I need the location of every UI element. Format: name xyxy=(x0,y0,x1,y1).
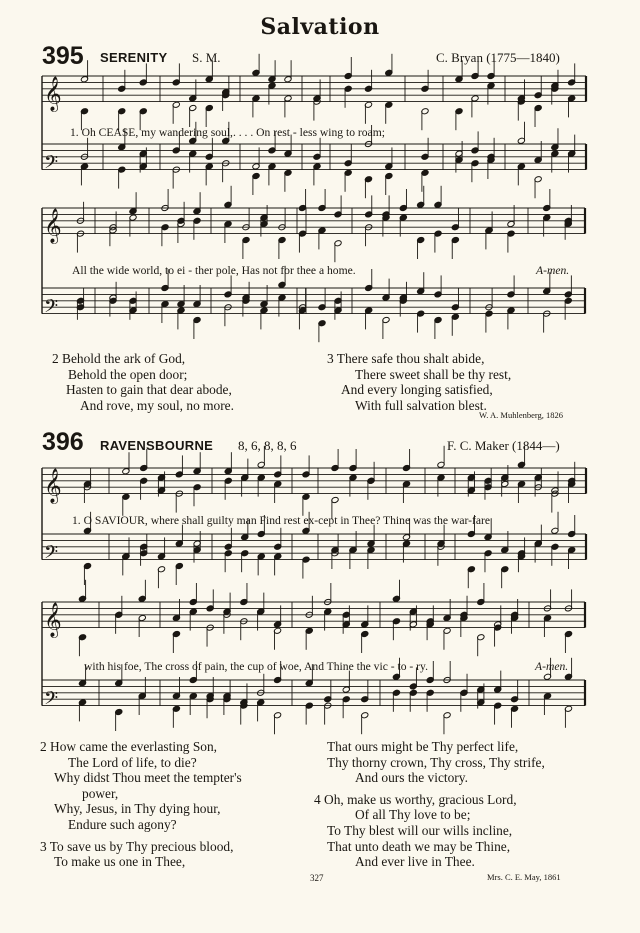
verse-line: Hasten to gain that dear abode, xyxy=(66,382,232,398)
composer-credit: F. C. Maker (1844—) xyxy=(447,438,560,453)
verse-line: 2 Behold the ark of God, xyxy=(52,351,186,366)
verse-line: Endure such agony? xyxy=(68,816,177,832)
verses-right-column xyxy=(314,739,545,870)
hymn-number-396: 396 xyxy=(42,428,84,456)
verse-line: To make us one in Thee, xyxy=(54,854,186,870)
lyric-line-2: with his foe, The cross of pain, the cup of woe, And Thine the vic - to - ry. xyxy=(84,660,428,673)
treble-clef-icon: 𝄞 xyxy=(44,76,62,112)
lyric-line-1: 1. Oh CEASE, my wandering soul,. . . . On rest - less wing to roam; xyxy=(70,126,385,139)
tune-name-serenity: SERENITY xyxy=(100,50,168,65)
treble-clef-icon: 𝄞 xyxy=(44,468,62,504)
verse-line: Thy thorny crown, Thy cross, Thy strife, xyxy=(327,754,545,770)
verse-line: And ever live in Thee. xyxy=(355,854,475,870)
hymn-number-395: 395 xyxy=(42,42,84,70)
verse-line: power, xyxy=(82,785,119,801)
verse-3 xyxy=(327,351,511,413)
author-credit: Mrs. C. E. May, 1861 xyxy=(487,872,561,882)
amen-label: A-men. xyxy=(535,660,569,673)
page-number: 327 xyxy=(310,873,324,883)
bass-clef-icon: 𝄢 xyxy=(44,542,59,568)
verse-line: Why, Jesus, in Thy dying hour, xyxy=(54,801,221,817)
verse-2 xyxy=(52,351,234,413)
verse-line: 2 How came the everlasting Son, xyxy=(40,739,218,754)
amen-label: A-men. xyxy=(536,264,570,277)
bass-clef-icon: 𝄢 xyxy=(44,152,59,178)
verse-line: The Lord of life, to die? xyxy=(68,754,197,770)
verse-line: And rove, my soul, no more. xyxy=(80,397,234,413)
verses-left-column xyxy=(40,739,242,870)
hymn-meter: 8, 6, 8, 8, 6 xyxy=(238,438,297,453)
bass-clef-icon: 𝄢 xyxy=(44,688,59,714)
verse-line: 3 There safe thou shalt abide, xyxy=(327,351,485,366)
verse-line: And ours the victory. xyxy=(355,770,468,786)
verse-line: To Thy blest will our wills incline, xyxy=(327,822,513,838)
hymn-meter: S. M. xyxy=(192,50,221,65)
verse-line: Behold the open door; xyxy=(68,366,188,382)
bass-clef-icon: 𝄢 xyxy=(44,296,59,322)
verse-line: 4 Oh, make us worthy, gracious Lord, xyxy=(314,791,517,807)
verse-line: 3 To save us by Thy precious blood, xyxy=(40,838,234,854)
author-credit: W. A. Muhlenberg, 1826 xyxy=(479,410,564,420)
treble-clef-icon: 𝄞 xyxy=(44,602,62,638)
verse-line: And every longing satisfied, xyxy=(341,382,493,398)
verse-line: That ours might be Thy perfect life, xyxy=(327,739,519,754)
lyric-line-2: All the wide world, to ei - ther pole, Has not for thee a home. xyxy=(72,264,356,277)
page-title: Salvation xyxy=(260,14,380,40)
tune-name-ravensbourne: RAVENSBOURNE xyxy=(100,438,214,453)
treble-clef-icon: 𝄞 xyxy=(44,208,62,244)
verse-line: There sweet shall be thy rest, xyxy=(355,366,512,382)
verse-line: Of all Thy love to be; xyxy=(355,807,471,823)
verse-line: Why didst Thou meet the tempter's xyxy=(54,770,242,786)
lyric-line-1: 1. O SAVIOUR, where shall guilty man Find rest ex-cept in Thee? Thine was the war-fare xyxy=(72,514,491,527)
verse-line: That unto death we may be Thine, xyxy=(327,838,511,854)
composer-credit: C. Bryan (1775—1840) xyxy=(436,50,560,65)
verse-line: With full salvation blest. xyxy=(355,397,487,413)
